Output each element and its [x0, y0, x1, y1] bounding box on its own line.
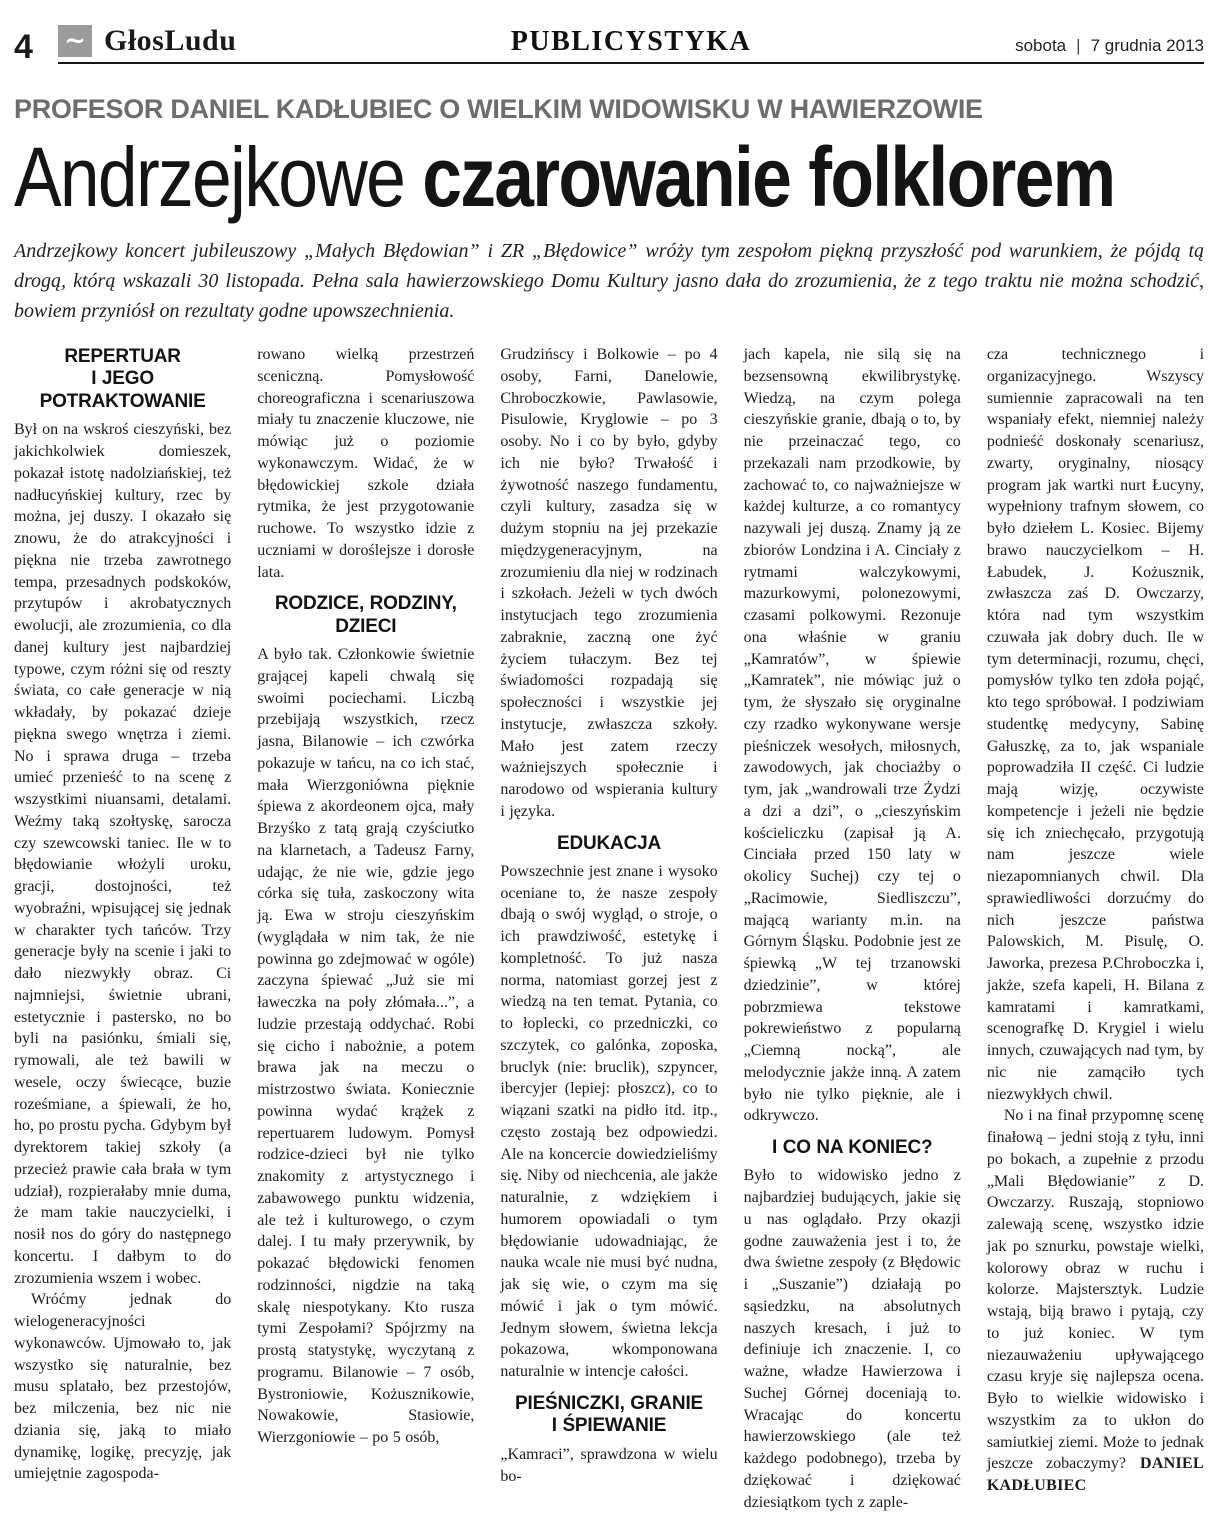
headline [14, 130, 1115, 224]
paragraph: Było to widowisko jedno z najbardziej budujących, jakie się u nas oglądało. Przy okazji godne zauważenia jest i to, że dwa świetne zespoły (z Błędowic i „Suszanie”) działają po sąsiedzku, na absolutnych naszych kresach, i już to definiuje ich znaczenie. I, co ważne, władze Hawierzowa i Suchej Górnej doceniają to. Wracając do koncertu hawierzowskiego (ale też każdego podobnego), trzeba by dziękować i dziękować dziesiątkom tych z zaple- [743, 1167, 961, 1511]
page-number: 4 [14, 28, 33, 66]
dateline-date: 7 grudnia 2013 [1090, 36, 1204, 55]
section-heading-koniec [744, 1137, 961, 1159]
paragraph: Powszechnie jest znane i wysoko oceniane to, że nasze zespoły dbają o swój wygląd, o stroje, o ich prawdziwość, estetykę i kompletność. To już nasza norma, natomiast gorzej jest z wiedzą na ten temat. Pytania, co to łoplecki, co przedniczki, co szczytek, co galónka, zoposka, bruclyk (nie: bruclik), szpyncer, ibercyjer (lepiej: płoszcz), co to wiązani szatki na pidło itd. itp., często zostają bez odpowiedzi. Ale na koncercie dowiedzieliśmy się. Niby od niechcenia, ale jakże naturalnie, z wdziękiem i humorem opowiadali o tym błędowianie udowadniając, że nauka wcale nie musi być nudna, jak się wie, o czym ma się mówić i jak o tym mówić. Jednym słowem, świetna lekcja pokazowa, wkomponowana naturalnie w intencje całości. [500, 862, 718, 1381]
lead-paragraph: Andrzejkowy koncert jubileuszowy „Małych Błędowian” i ZR „Błędowice” wróży tym zespołom piękną przyszłość pod warunkiem, że pójdą tą drogą, którą wskazali 30 listopada. Pełna sala hawierzowskiego Domu Kultury jasno dała do zrozumienia, że z tego traktu nie można schodzić, bowiem przyniósł on rezultaty godne upowszechnienia. [14, 240, 1204, 323]
paragraph: Był on na wskroś cieszyński, bez jakichkolwiek domieszek, pokazał istotę nadolziańskiej, też nadłucyńskiej kultury, rzec by można, jej duszy. I okazało się znowu, że do atrakcyjności i piękna nie trzeba zawrotnego tempa, przesadnych podskoków, przytupów i akrobatycznych ewolucji, ale zrozumienia, co dla danej kultury jest najbardziej typowe, czym różni się od reszty świata, co całe generacje w nią wkładały, by pokazać dzieje piękna swego wnętrza i ziemi. No i sprawa druga – trzeba umieć przenieść to na scenę z wszystkimi niuansami, detalami. Weźmy taką szołtyskę, sarocza czy szewcowski taniec. Ile w to błędowianie włożyli uroku, gracji, dostojności, też wyobraźni, wpisującej się jednak w charakter tych tańców. Trzy generacje były na scenie i jaki to dało niezwykły obraz. Ci najmniejsi, świetnie ubrani, estetycznie i pastersko, no bo byli na pasiónku, śmiali się, rymowali, ale też bawili w wesele, oczy świecące, buzie roześmiane, a śpiewali, że ho, ho, po prostu pycha. Gdybym był dyrektorem takiej szkoły (a przecież prawie cała brała w tym udział), rozpierałaby mnie duma, że mam takie nauczycielki, i nosił nos do góry do następnego koncertu. I dałbym to do zrozumienia wszem i wobec. [14, 421, 232, 1287]
masthead-title: GłosLudu [104, 24, 237, 57]
paragraph: Wróćmy jednak do wielogeneracyjności wykonawców. Ujmowało to, jak wszystko się naturalnie, bez musu splatało, bez przestojów, bez milczenia, bez nic nie dziania się, jaką to miało dynamikę, logikę, precyzję, jak umiejętnie zagospoda- [14, 1291, 232, 1483]
kicker: PROFESOR DANIEL KADŁUBIEC O WIELKIM WIDOWISKU W HAWIERZOWIE [14, 94, 983, 124]
closing-paragraph [987, 1105, 1204, 1497]
heading-line: DZIECI [335, 615, 397, 637]
paragraph: jach kapela, nie silą się na bezsensowną ekwilibrystykę. Wiedzą, na czym polega cieszyńskie granie, dbają o to, by nie przeinaczać tego, co przekazali nam przodkowie, by zachować to, co najważniejsze w każdej kulturze, a co romantycy nazywali jej duszą. Znamy ją ze zbiorów Londzina i A. Cinciały z rytmami walczykowymi, mazurkowymi, polonezowymi, czasami polkowymi. Rezonuje ona właśnie w graniu „Kamratów”, w śpiewie „Kamratek”, nie mówiąc już o tym, że słyszało się oryginalne czy rzadko wykonywane wersje pieśniczek wesołych, miłosnych, zawodowych, jak chociażby o tym, jak „wandrowali trze Żydzi a dzi a dzi”, o „cieszyńskim kościeliczku (zapisał ją A. Cinciała przed 150 laty w okolicy Suchej) czy tej o „Racimowie, Siedliszczu”, mającą warianty m.in. na Górnym Śląsku. Podobnie jest ze śpiewką „W tej trzanowski dziedzinie”, w której pobrzmiewa tekstowe pokrewieństwo z popularną „Ciemną nocką”, ale melodycznie jakże inną. A zatem było nie tylko pięknie, ale i odkrywczo. [743, 346, 961, 1125]
header-rule [58, 24, 1204, 64]
article-column-3 [500, 344, 717, 1513]
heading-line: RODZICE, RODZINY, [274, 593, 457, 615]
dateline-separator: | [1076, 36, 1081, 55]
heading-line: I ŚPIEWANIE [551, 1415, 667, 1437]
article-column-5 [987, 344, 1204, 1513]
dateline [874, 36, 1204, 58]
headline-bold-part: czarowanie folklorem [422, 130, 1115, 224]
headline-light-part: Andrzejkowe [14, 130, 405, 224]
masthead [58, 24, 388, 58]
section-heading-rodzice [257, 593, 474, 638]
section-title: PUBLICYSTYKA [510, 26, 752, 57]
paragraph: rowano wielką przestrzeń sceniczną. Pomysłowość choreograficzna i scenariuszowa miały tu znaczenie kluczowe, nie mówiąc już o poziomie wykonawczym. Widać, że w błędowickiej szkole działa rytmika, że jest przygotowanie ruchowe. To wszystko idzie z uczniami w doroślejsze i dorosłe lata. [257, 346, 475, 581]
article-column-4 [744, 344, 961, 1513]
paragraph: Grudzińscy i Bolkowie – po 4 osoby, Farni, Danelowie, Chroboczkowie, Pawlasowie, Pisulowie, Kryglowie – po 3 osoby. No i co by było, gdyby ich nie było? Trwałość i żywotność naszego fundamentu, czyli kultury, zasadza się w dużym stopniu na jej przekazie międzygeneracyjnym, na zrozumieniu dla niej w rodzinach i szkołach. Jeżeli w tych dwóch instytucjach tego zrozumienia zabraknie, zaczną one żyć życiem tułaczym. Bez tej świadomości rozpadają się społeczności i wszystkie jej instytucje, zwłaszcza szkoły. Mało jest zatem rzeczy ważniejszych społecznie i narodowo od wspierania kultury i języka. [500, 346, 718, 820]
dateline-weekday: sobota [1015, 36, 1067, 55]
page-header [14, 0, 1204, 64]
paragraph-text: No i na finał przypomnę scenę finałową – jedni stoją z tyłu, inni po bokach, a zupełnie z przodu „Mali Błędowianie” z D. Owczarzy. Ruszają, stopniowo zalewają scenę, wszystko idzie jak po sznurku, powstaje wielki, kolorowy obraz w ruchu i kolorze. Majstersztyk. Ludzie wstają, biją brawo i pytają, czy to już koniec. W tym niezauważeniu upływającego czasu kryje się najlepsza ocena. Było to wielkie widowisko i wszystkim za to ukłon do samiutkiej ziemi. Może to jednak jeszcze zobaczymy? [986, 1107, 1205, 1473]
heading-line: REPERTUAR [64, 346, 181, 368]
heading-line: PIEŚNICZKI, GRANIE [515, 1392, 703, 1414]
heading-line: I CO NA KONIEC? [772, 1137, 933, 1159]
author-byline: DANIEL KADŁUBIEC [986, 1455, 1205, 1495]
paragraph: „Kamraci”, sprawdzona w wielu bo- [500, 1445, 718, 1485]
section-heading-piesniczki [500, 1393, 717, 1438]
section-heading-edukacja [500, 833, 717, 855]
section-heading-repertuar [14, 346, 231, 413]
paragraph: A było tak. Członkowie świetnie grającej kapeli chwalą się swoimi pociechami. Liczbą przebijają wszystkich, rzecz jasna, Bilanowie – ich czwórka pokazuje w tańcu, na co ich stać, mała Wierzgoniówna pięknie śpiewa z akordeonem ojca, mały Brzyśko z tatą grają czyściutko na klarnetach, a Tadeusz Farny, udając, że nie wie, gdzie jego córka się tuła, zaskoczony wita ją. Ewa w stroju cieszyńskim (wyglądała w nim tak, że nie powinna go zdejmować w ogóle) zaczyna śpiewać „Już sie mi ławeczka na poły złómała...”, a ludzie przestają oddychać. Robi się cicho i nabożnie, a potem brawa jak na meczu o mistrzostwo świata. Koniecznie powinna wydać krążek z repertuarem ludowym. Pomysł rodzice-dzieci był nie tylko znakomity z artystycznego i zabawowego punktu widzenia, ale też i kulturowego, o czym dalej. I tu mały przerywnik, by pokazać błędowicki fenomen rodzinności, nigdzie na taką skalę niespotykany. Kto rusza tymi Zespołami? Spójrzmy na prostą statystykę, wyczytaną z programu. Bilanowie – 7 osób, Bystroniowie, Kożusznikowie, Nowakowie, Stasiowie, Wierzgoniowie – po 5 osób, [257, 646, 475, 1447]
paragraph: cza technicznego i organizacyjnego. Wszyscy sumiennie zapracowali na ten wspaniały efekt, niemniej należy podnieść doskonały scenariusz, zwarty, oryginalny, niosący program jak wartki nurt Łucyny, wypełniony trafnym słowem, co było dziełem L. Kosiec. Bijemy brawo nauczycielkom – H. Łabudek, J. Kożusznik, zwłaszcza zaś D. Owczarzy, która nad tym wszystkim czuwała jak dobry duch. Ile w tym determinacji, rozumu, chęci, pomysłów tylko ten zdoła pojąć, kto tego spróbował. I podziwiam studentkę medycyny, Sabinę Gałuszkę, za to, jak wspaniale poprowadziła II część. Ci ludzie mają wizję, oczywiste kompetencje i jeżeli nie będzie się ich zniechęcało, przygotują nam jeszcze wiele niezapomnianych chwil. Dla sprawiedliwości dorzućmy do nich jeszcze państwa Palowskich, M. Pisulę, O. Jaworka, prezesa P.Chroboczka i, jakże, szefa kapeli, H. Bilana z kamratami i kamratkami, scenografkę D. Krygiel i wielu innych, czuwających nad tym, by nic nie zamąciło tych niezwykłych chwil. [986, 346, 1205, 1103]
wave-logo-icon: ∼ [58, 25, 92, 57]
article-body [14, 344, 1204, 1513]
article-column-2 [257, 344, 474, 1513]
article-column-1 [14, 344, 231, 1513]
heading-line: I JEGO POTRAKTOWANIE [39, 368, 206, 412]
heading-line: EDUKACJA [557, 832, 661, 854]
